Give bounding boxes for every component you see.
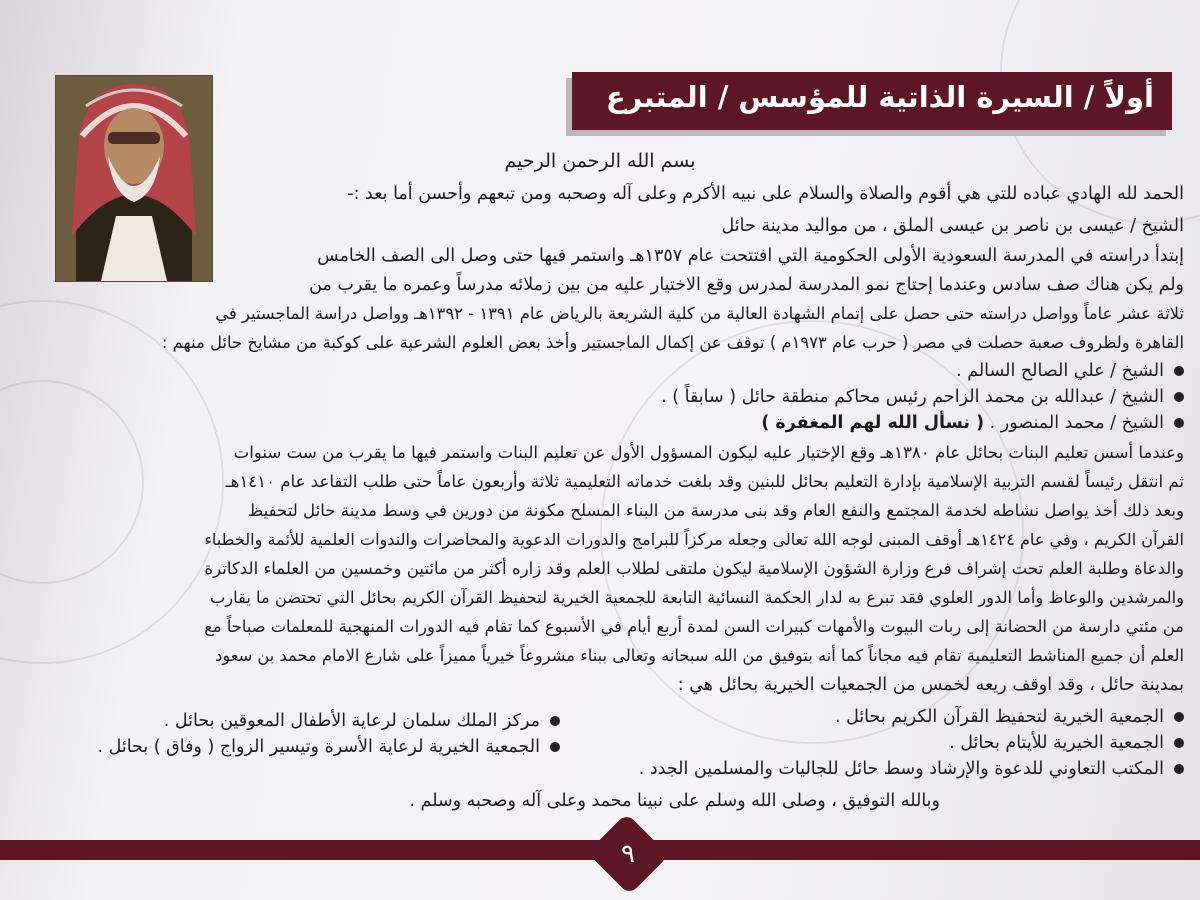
charity-name: الجمعية الخيرية للأيتام بحائل . — [949, 733, 1164, 753]
charity-item — [97, 736, 560, 758]
bullet-icon — [550, 742, 560, 752]
charity-name: المكتب التعاوني للدعوة والإرشاد وسط حائل للجاليات والمسلمين الجدد . — [638, 759, 1164, 779]
bullet-icon — [1174, 366, 1184, 376]
teacher-name: الشيخ / محمد المنصور . — [989, 413, 1164, 433]
bio-line: ثلاثة عشر عاماً وواصل دراسته حتى حصل على إتمام الشهادة العالية من كلية الشريعة بالرياض عام ١٣٩١ - ١٣٩٢هـ وواصل دراسة الماجستير في — [215, 304, 1184, 323]
bio-line: بمدينة حائل ، وقد اوقف ريعه لخمس من الجمعيات الخيرية بحائل هي : — [677, 675, 1184, 695]
charity-name: الجمعية الخيرية لرعاية الأسرة وتيسير الزواج ( وفاق ) بحائل . — [97, 737, 540, 757]
bullet-icon — [1174, 392, 1184, 402]
charity-item — [164, 710, 560, 732]
charity-name: مركز الملك سلمان لرعاية الأطفال المعوقين بحائل . — [163, 711, 540, 731]
bio-line: وبعد ذلك أخذ يواصل نشاطه لخدمة المجتمع والنفع العام وقد بنى مدرسة من البناء المسلح مكونة من دورين في وسط مدينة حائل لتحفيظ — [247, 501, 1184, 520]
founder-portrait-image — [56, 76, 212, 281]
bullet-icon — [1174, 738, 1184, 748]
bio-line: الشيخ / عيسى بن ناصر بن عيسى الملق ، من مواليد مدينة حائل — [721, 216, 1184, 236]
teacher-item — [661, 386, 1184, 408]
charity-item — [835, 706, 1184, 728]
bullet-icon — [550, 716, 560, 726]
bullet-icon — [1174, 418, 1184, 428]
bullet-icon — [1174, 764, 1184, 774]
teacher-name: الشيخ / علي الصالح السالم . — [956, 361, 1164, 381]
teacher-name: الشيخ / عبدالله بن محمد الزاحم رئيس محاكم منطقة حائل ( سابقاً ) . — [661, 387, 1164, 407]
founder-photo — [56, 76, 212, 281]
section-title: أولاً / السيرة الذاتية للمؤسس / المتبرع — [605, 80, 1154, 114]
bio-line: القاهرة ولظروف صعبة حصلت في مصر ( حرب عام ١٩٧٣م ) توقف عن إكمال الماجستير وأخذ بعض العلوم الشرعية على كوكبة من مشايخ حائل منهم : — [161, 333, 1184, 352]
basmala: بسم الله الرحمن الرحيم — [504, 150, 696, 172]
bullet-icon — [1174, 712, 1184, 722]
charity-item — [639, 758, 1184, 780]
bio-line: من مئتي دارسة من الحضانة إلى ربات البيوت والأمهات كبيرات السن لمدة أربع أيام في الأسبوع كما تقام فيه الدورات المنهجية للمعلمات صباحاً مع — [204, 617, 1184, 636]
bio-line: والدعاة وطلبة العلم تحت إشراف فرع وزارة الشؤون الإسلامية ليكون ملتقى لطلاب العلم وقد زاره أكثر من مائتين وخمسين من العلماء الدكاترة — [204, 559, 1184, 578]
charity-name: الجمعية الخيرية لتحفيظ القرآن الكريم بحائل . — [834, 707, 1164, 727]
page-number: ٩ — [621, 839, 635, 869]
charity-item — [949, 732, 1184, 754]
bio-line: والمرشدين والوعاظ وأما الدور العلوي فقد تبرع به لدار الحكمة النسائية التابعة للجمعية الخيرية لتحفيظ القرآن الكريم بحائل التي تحتضن ما يقارب — [209, 588, 1184, 607]
bio-line: إبتدأ دراسته في المدرسة السعودية الأولى الحكومية التي افتتحت عام ١٣٥٧هـ واستمر فيها حتى وصل الى الصف الخامس — [317, 246, 1184, 266]
page-number-badge — [587, 813, 669, 895]
teacher-item — [761, 412, 1184, 434]
section-header-banner — [572, 72, 1172, 130]
bio-line: ولم يكن هناك صف سادس وعندما إحتاج نمو المدرسة لمدرس وقع الاختيار عليه من بين زملائه مدرساً وعمره ما يقرب من — [309, 275, 1184, 295]
teacher-prayer-note: ( نسأل الله لهم المغفرة ) — [761, 413, 985, 433]
opening-line: الحمد لله الهادي عباده للتي هي أقوم والصلاة والسلام على نبيه الأكرم وعلى آله وصحبه ومن تبعهم وأحسن أما بعد :- — [347, 184, 1184, 204]
bio-line: العلم أن جميع المناشط التعليمية تقام فيه مجاناً كما أنه بتوفيق من الله سبحانه وتعالى ببناء مشروعاً خيرياً مميزاً على شارع الامام محمد بن سعود — [215, 646, 1184, 665]
bio-line: ثم انتقل رئيساً لقسم التربية الإسلامية بإدارة التعليم بحائل للبنين وقد بلغت خدماته التعليمية ثلاثة وأربعون عاماً حتى طلب التقاعد عام ١٤١٠هـ — [225, 472, 1184, 491]
teacher-item — [956, 360, 1184, 382]
closing-line: وبالله التوفيق ، وصلى الله وسلم على نبينا محمد وعلى آله وصحبه وسلم . — [409, 791, 940, 811]
bio-line: القرآن الكريم ، وفي عام ١٤٢٤هـ أوقف المبنى لوجه الله تعالى وجعله مركزاً للبرامج والدورات الدعوية والمحاضرات والندوات العلمية للأئمة والخطباء — [204, 530, 1184, 549]
bio-line: وعندما أسس تعليم البنات بحائل عام ١٣٨٠هـ وقع الإختيار عليه ليكون المسؤول الأول عن تعليم البنات واستمر فيها ما يقرب من ست سنوات — [233, 443, 1184, 462]
